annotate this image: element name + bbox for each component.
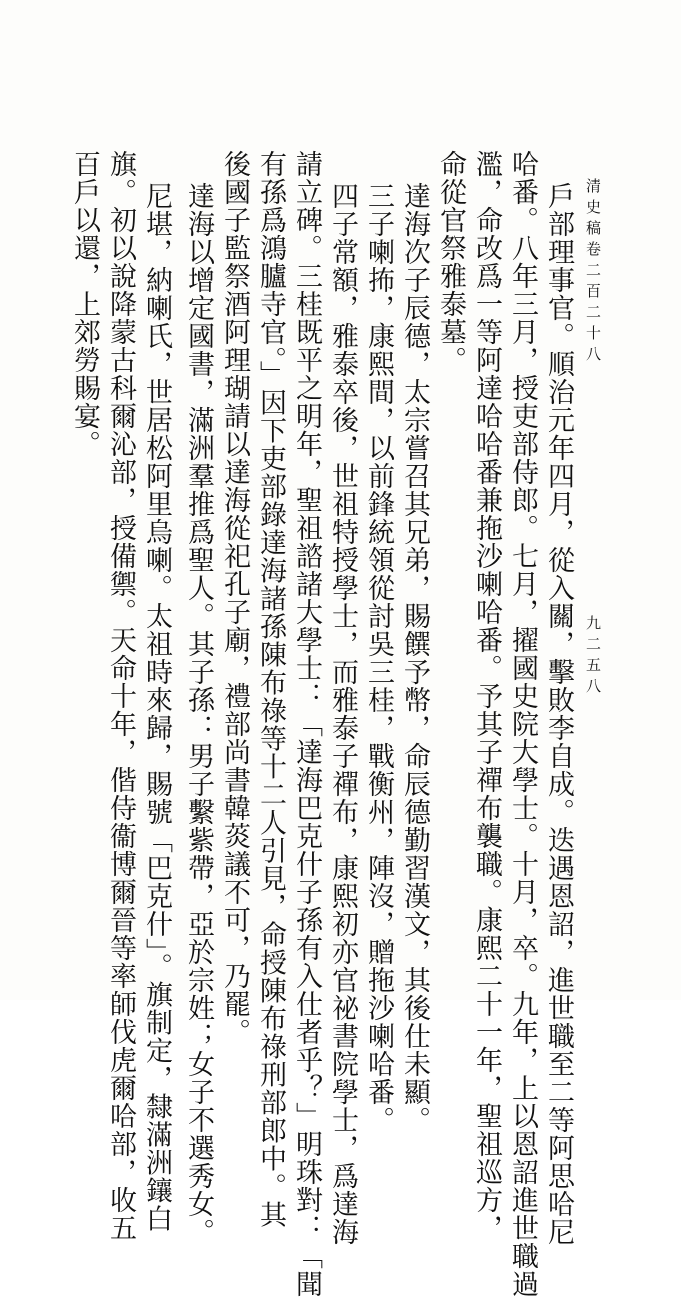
text-column: 哈番。八年三月，授吏部侍郎。七月，擢國史院大學士。十月，卒。九年，上以恩詔進世職過: [507, 150, 538, 1298]
page-number: 九二五八: [584, 615, 602, 699]
text-column: 三子喇抪，康熙間，以前鋒統領從討吳三桂，戰衡州，陣沒，贈拖沙喇哈番。: [363, 182, 394, 1134]
text-column: 請立碑。三桂既平之明年，聖祖諮諸大學士：「達海巴克什子孫有入仕者乎？」明珠對：「聞: [291, 150, 322, 1298]
running-title: 清史稿卷二百二十八: [584, 178, 602, 367]
text-column: 四子常額，雅泰卒後，世祖特授學士，而雅泰子禪布，康熙初亦官祕書院學士，爲達海: [327, 182, 358, 1246]
text-column: 濫，命改爲一等阿達哈哈番兼拖沙喇哈番。予其子禪布襲職。康熙二十一年，聖祖巡方，: [471, 150, 502, 1242]
text-column: 後國子監祭酒阿理瑚請以達海從祀孔子廟，禮部尚書韓菼議不可，乃罷。: [219, 150, 250, 1046]
text-column: 尼堪，納喇氏，世居松阿里烏喇。太祖時來歸，賜號「巴克什」。旗制定，隸滿洲鑲白: [141, 182, 172, 1233]
text-column: 戶部理事官。順治元年四月，從入關，擊敗李自成。迭遇恩詔，進世職至二等阿思哈尼: [543, 182, 574, 1246]
text-column: 達海次子辰德，太宗嘗召其兄弟，賜饌予幣，命辰德勤習漢文，其後仕未顯。: [399, 182, 430, 1134]
text-column: 達海以增定國書，滿洲羣推爲聖人。其子孫：男子繫紫帶，亞於宗姓；女子不選秀女。: [183, 182, 214, 1246]
text-column: 百戶以還，上郊勞賜宴。: [69, 150, 100, 458]
text-column: 命從官祭雅泰墓。: [435, 150, 466, 374]
text-column: 旗。初以說降蒙古科爾沁部，授備禦。天命十年，偕侍衞博爾晉等率師伐虎爾哈部，收五: [105, 150, 136, 1242]
text-column: 有孫爲鴻臚寺官。」因下吏部錄達海諸孫陳布祿等十二人引見，命授陳布祿刑部郎中。其: [255, 150, 286, 1229]
